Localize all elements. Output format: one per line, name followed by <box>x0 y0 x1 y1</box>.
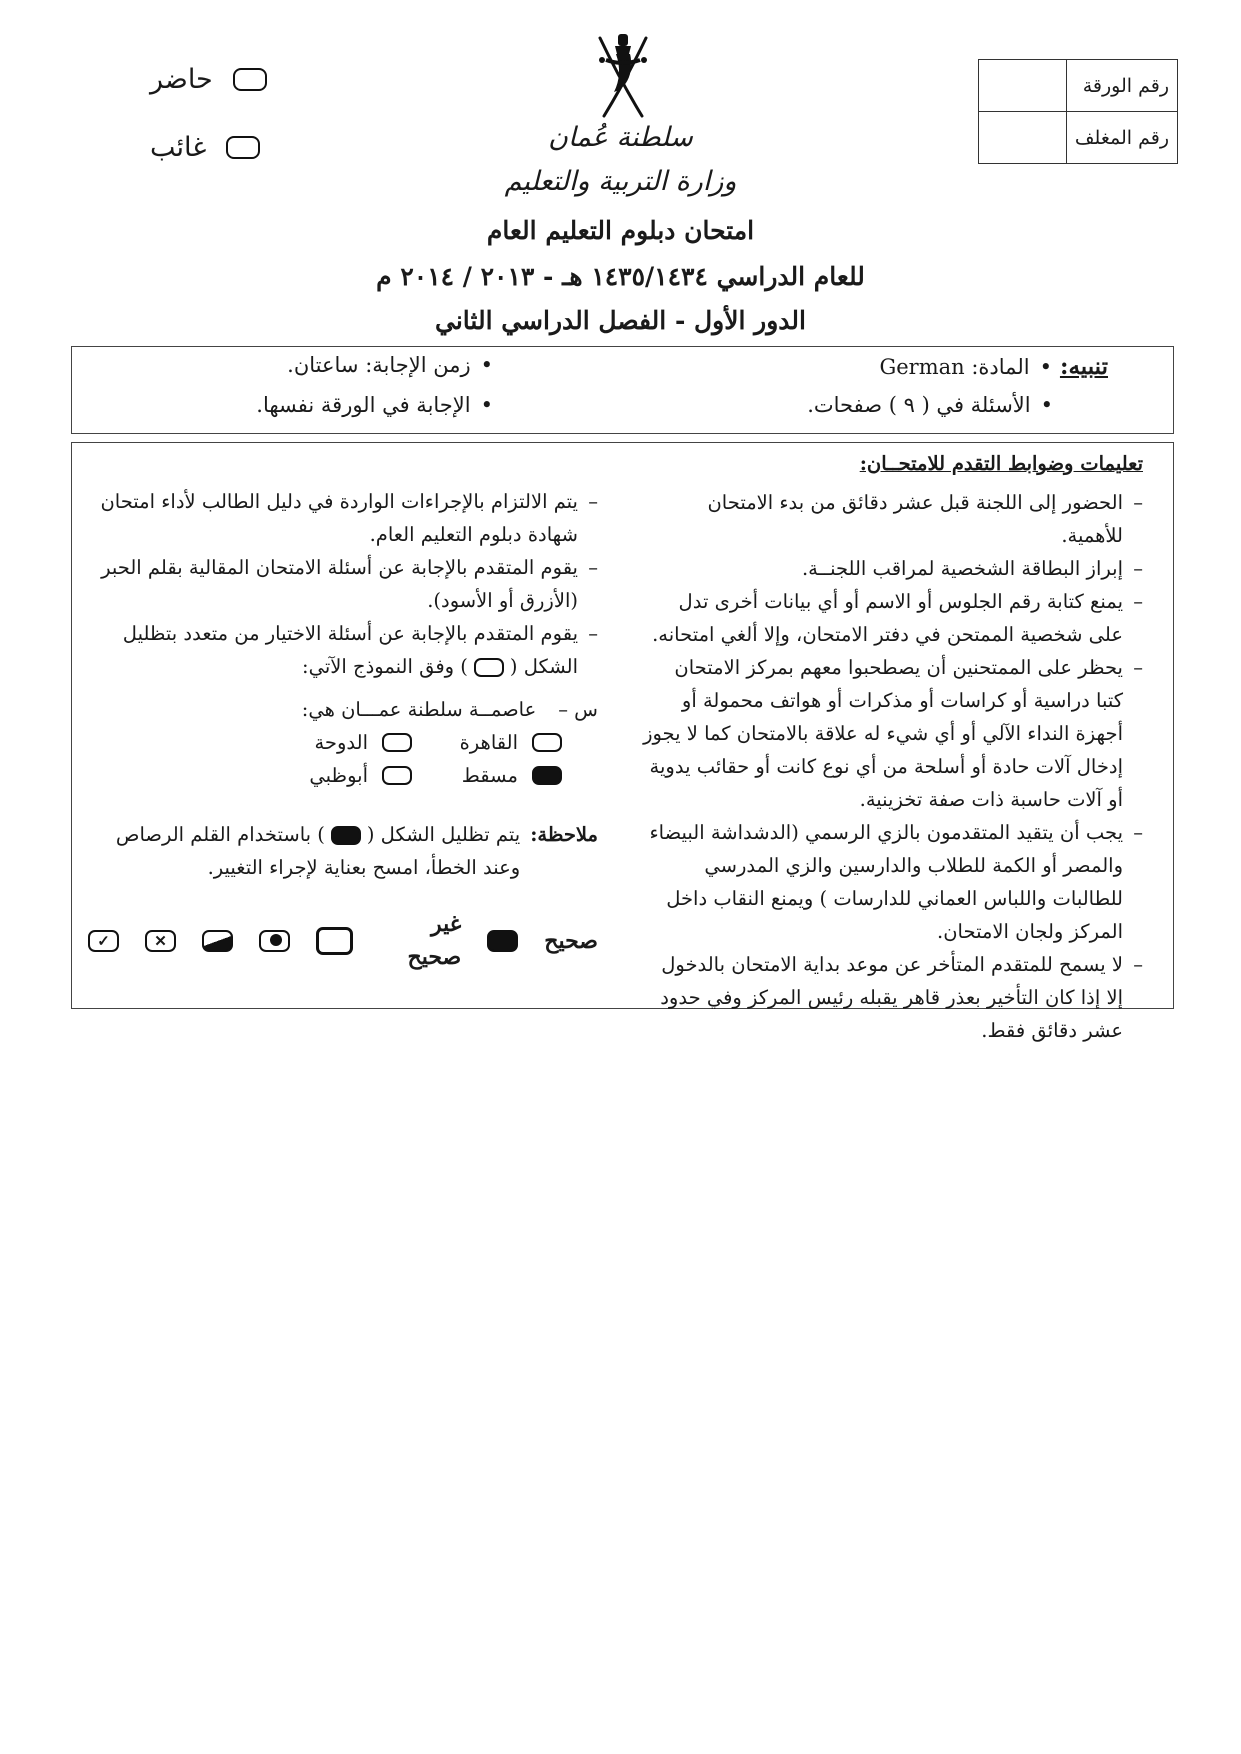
instructions-left-column <box>88 485 598 974</box>
answer-location-text: • الإجابة في الورقة نفسها. <box>256 393 493 417</box>
note-text: يتم تظليل الشكل () باستخدام القلم الرصاص وعند الخطأ، امسح بعناية لإجراء التغيير. <box>115 823 521 879</box>
subject-text: • المادة: German <box>879 355 1051 379</box>
option-abudhabi[interactable]: أبوظبي <box>268 759 418 792</box>
option-cairo[interactable]: القاهرة <box>418 726 568 759</box>
option-bubble[interactable] <box>382 733 412 752</box>
bubble-shape-icon <box>474 658 504 677</box>
pages-text: • الأسئلة في ( ٩ ) صفحات. <box>807 393 1053 417</box>
exam-title: امتحان دبلوم التعليم العام <box>486 216 755 245</box>
shading-note <box>88 818 598 884</box>
notice-label: تنبيه: <box>1059 353 1108 380</box>
half-shaded-bubble-icon <box>202 930 233 952</box>
attendance-present <box>150 64 267 95</box>
instruction-item: – لا يسمح للمتقدم المتأخر عن موعد بداية الامتحان بالدخول إلا إذا كان التأخير بعذر قاهر يقبله رئيس المركز وفي حدود عشر دقائق فقط. <box>643 948 1143 1047</box>
correct-label: صحيح <box>544 927 598 954</box>
shading-samples <box>88 908 598 974</box>
instruction-item: – يمنع كتابة رقم الجلوس أو الاسم أو أي بيانات أخرى تدل على شخصية الممتحن في دفتر الامتحان، وإلا ألغي امتحانه. <box>643 585 1143 651</box>
envelope-number-label: رقم المغلف <box>1066 112 1177 164</box>
question-prefix: س – <box>558 698 598 721</box>
instructions-right-column <box>643 447 1143 1047</box>
ministry-title: وزارة التربية والتعليم <box>504 166 737 197</box>
instruction-item: – يتم الالتزام بالإجراءات الواردة في دليل الطالب لأداء امتحان شهادة دبلوم التعليم العام. <box>88 485 598 551</box>
absent-label: غائب <box>150 132 207 163</box>
paper-number-label: رقم الورقة <box>1066 60 1177 112</box>
instructions-title: تعليمات وضوابط التقدم للامتحــان: <box>859 452 1143 475</box>
instruction-item: – يحظر على الممتحنين أن يصطحبوا معهم بمركز الامتحان كتبا دراسية أو كراسات أو مذكرات أو هواتف محمولة أو أجهزة النداء الآلي أو أي شيء له علاقة بالامتحان كما لا يجوز إدخال آلات حادة أو أسلحة من أي نوع كانت أو حقائب يدوية أو آلات حاسبة ذات صفة تخزينية. <box>643 651 1143 816</box>
present-checkbox[interactable] <box>233 68 267 91</box>
notice-box <box>71 346 1174 434</box>
option-bubble[interactable] <box>382 766 412 785</box>
check-mark-bubble-icon: ✓ <box>88 930 119 952</box>
sultanate-title: سلطنة عُمان <box>548 122 693 153</box>
note-label: ملاحظة: <box>530 823 598 846</box>
instructions-box <box>71 442 1174 1042</box>
duration-text: • زمن الإجابة: ساعتان. <box>287 353 493 377</box>
instruction-item: – يقوم المتقدم بالإجابة عن أسئلة الامتحان المقالية بقلم الحبر (الأزرق أو الأسود). <box>88 551 598 617</box>
academic-year: للعام الدراسي ١٤٣٥/١٤٣٤ هـ - ٢٠١٣ / ٢٠١٤ م <box>376 262 865 291</box>
sample-question <box>88 693 598 792</box>
instruction-item <box>88 617 598 683</box>
national-emblem-icon <box>590 30 656 122</box>
instruction-item: – إبراز البطاقة الشخصية لمراقب اللجنــة. <box>643 552 1143 585</box>
present-label: حاضر <box>150 64 213 95</box>
option-doha[interactable]: الدوحة <box>268 726 418 759</box>
x-mark-bubble-icon: ✕ <box>145 930 176 952</box>
dot-bubble-icon <box>259 930 290 952</box>
question-text: عاصمــة سلطنة عمـــان هي: <box>301 698 537 721</box>
instruction-item: – الحضور إلى اللجنة قبل عشر دقائق من بدء الامتحان للأهمية. <box>643 486 1143 552</box>
filled-bubble-icon <box>331 826 361 845</box>
option-bubble-filled[interactable] <box>532 766 562 785</box>
paper-number-field[interactable] <box>979 60 1067 112</box>
mcq-instruction-line-1: يقوم المتقدم بالإجابة عن أسئلة الاختيار من متعدد بتظليل <box>122 622 578 645</box>
empty-bubble-icon <box>316 927 353 955</box>
correct-filled-bubble-icon <box>487 930 518 952</box>
instruction-item: – يجب أن يتقيد المتقدمون بالزي الرسمي (الدشداشة البيضاء والمصر أو الكمة للطلاب والدارسين والزي المدرسي للطالبات واللباس العماني للدارسات ) ويمنع النقاب داخل المركز ولجان الامتحان. <box>643 816 1143 948</box>
incorrect-label: غير صحيح <box>407 911 462 970</box>
option-muscat[interactable]: مسقط <box>418 759 568 792</box>
option-bubble[interactable] <box>532 733 562 752</box>
mcq-instruction-shape-line: الشكل () وفق النموذج الآتي: <box>302 655 578 678</box>
exam-session: الدور الأول - الفصل الدراسي الثاني <box>435 306 806 335</box>
